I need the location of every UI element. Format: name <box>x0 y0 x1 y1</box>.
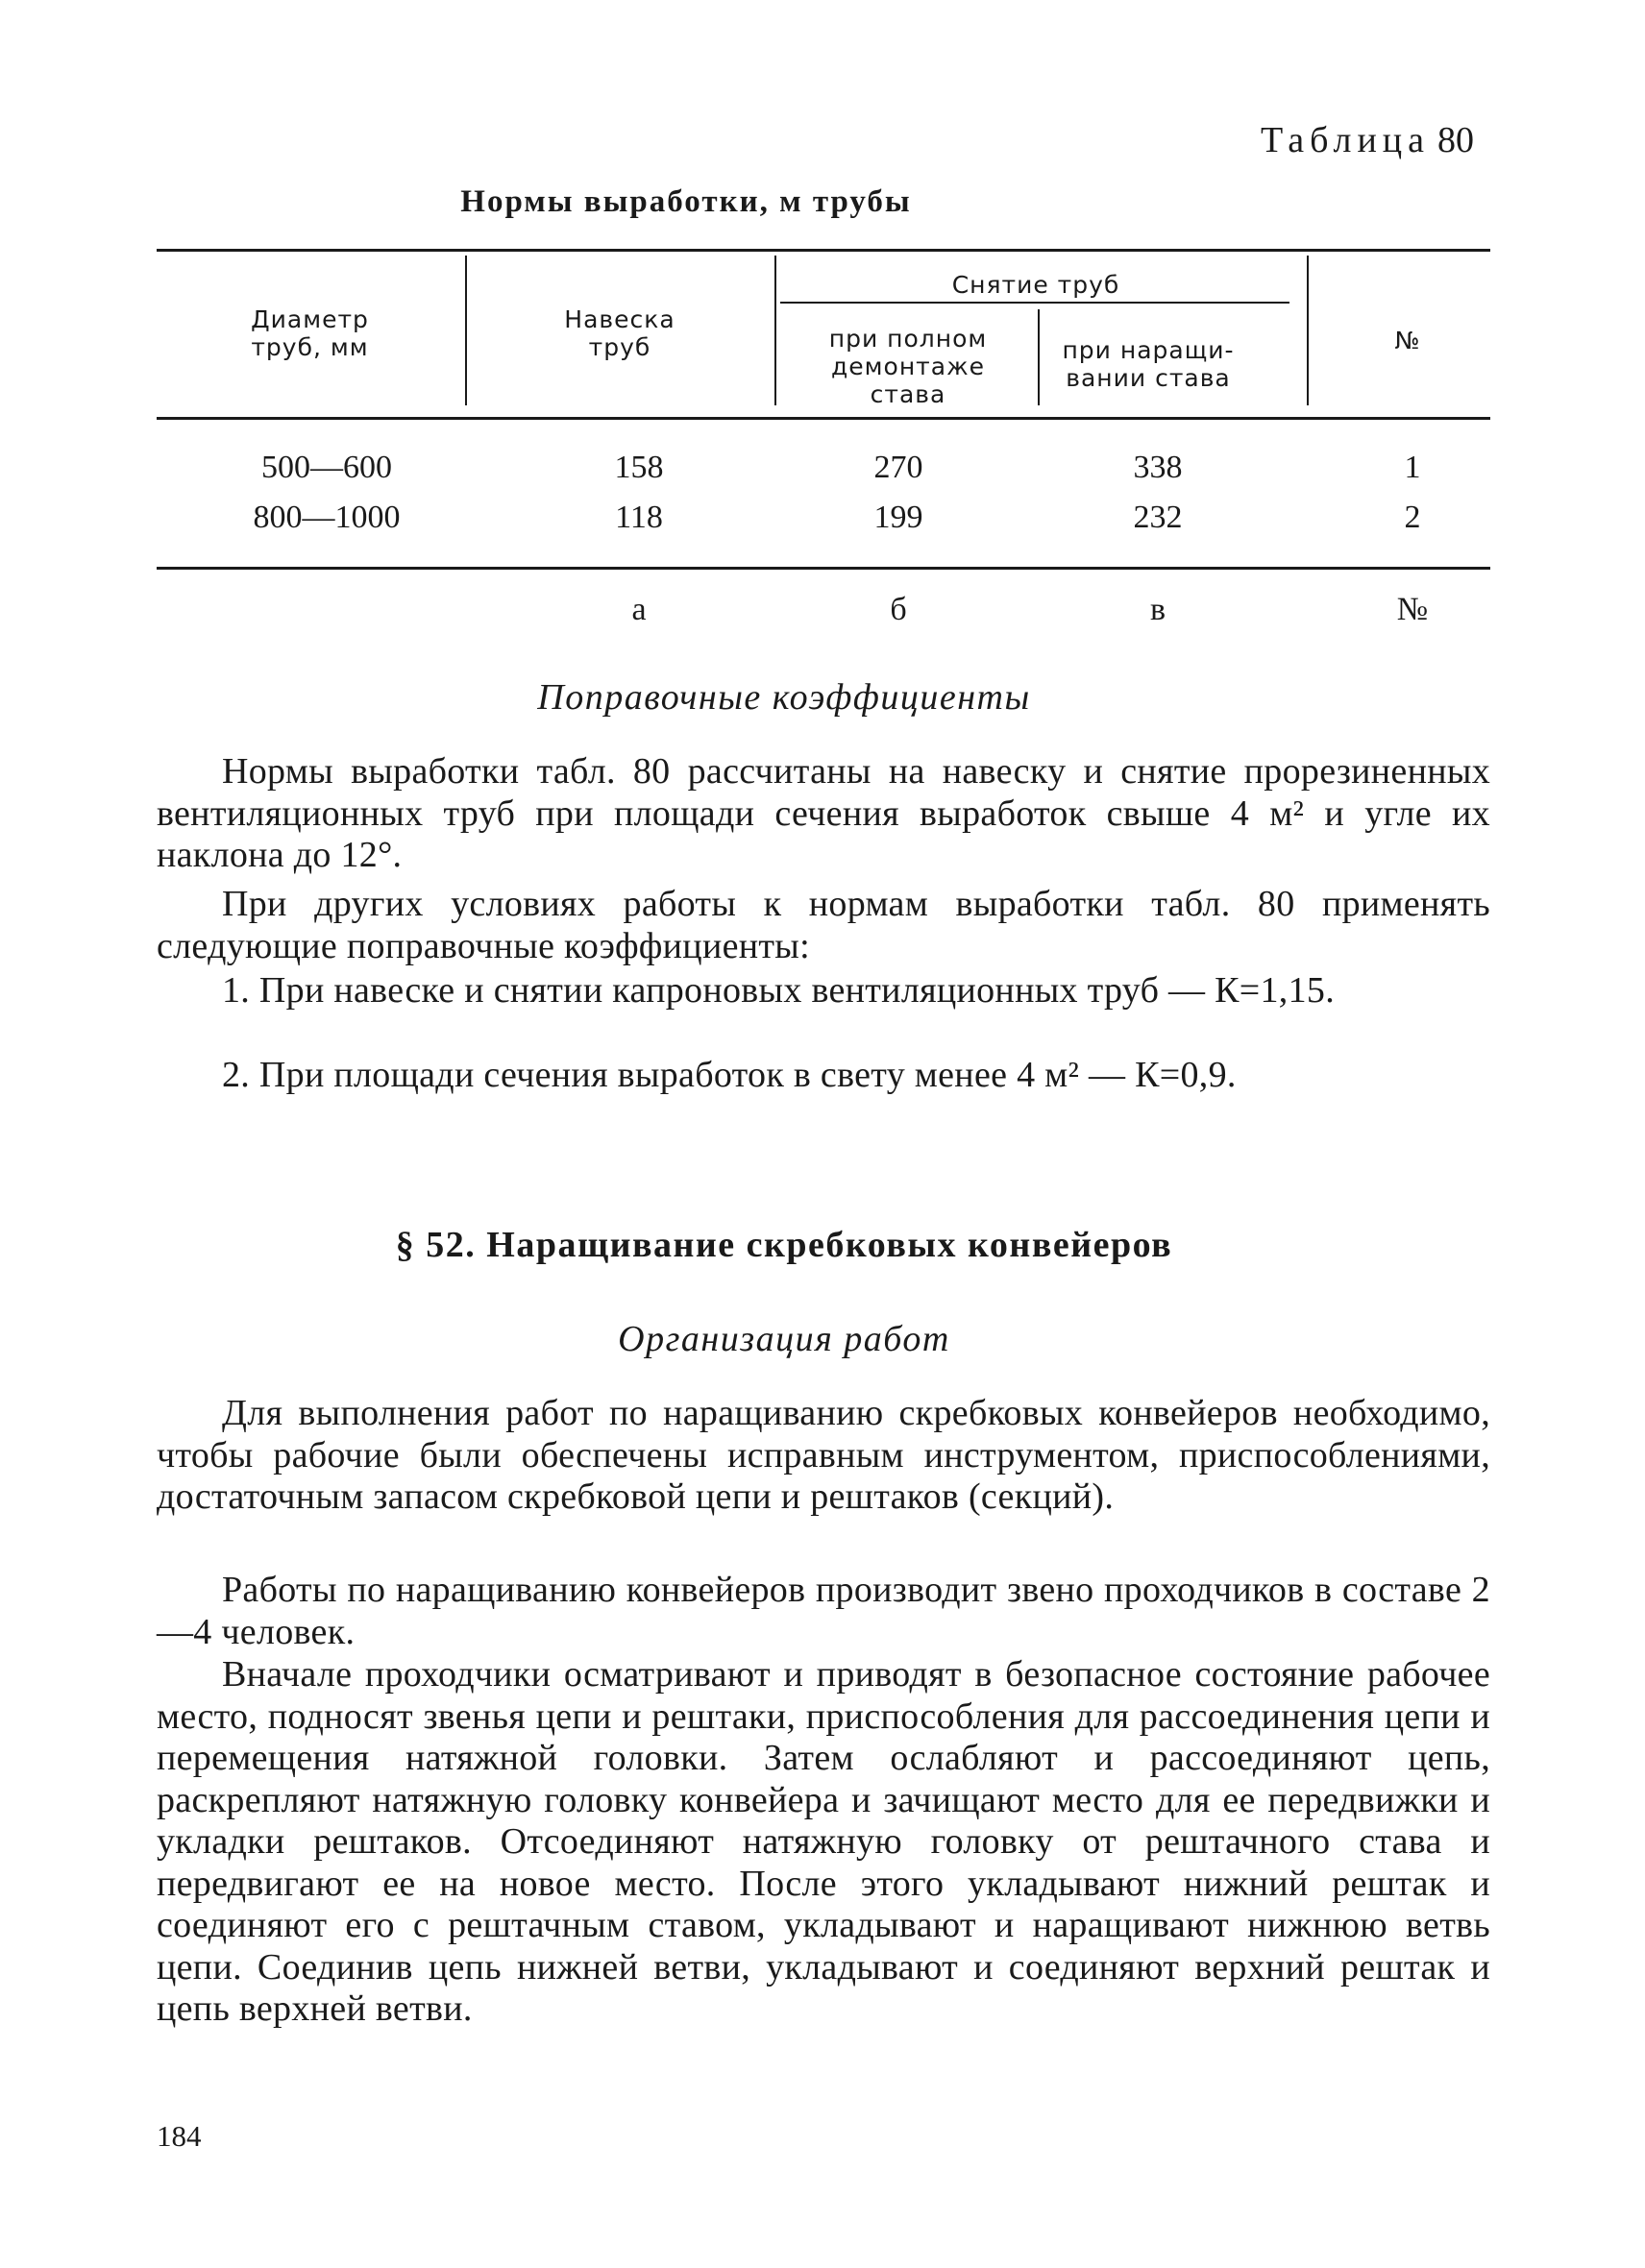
corrections-heading: Поправочные коэффициенты <box>537 677 1031 718</box>
header-diameter: Диаметр труб, мм <box>251 305 369 361</box>
table-label <box>1261 119 1474 161</box>
col-divider-1 <box>465 256 467 405</box>
table-top-rule <box>157 249 1490 252</box>
page-number: 184 <box>157 2119 202 2153</box>
header-number: № <box>1394 327 1421 354</box>
corrections-item-1: 1. При навеске и снятии капроновых вентиляционных труб — К=1,15. <box>222 970 1336 1011</box>
header-bottom-rule <box>157 417 1490 420</box>
row2-hanging: 118 <box>615 500 663 535</box>
col-divider-3 <box>1038 309 1040 405</box>
row2-number: 2 <box>1404 500 1421 535</box>
table-label-number: 80 <box>1437 120 1474 160</box>
corrections-paragraph-1: Нормы выработки табл. 80 рассчитаны на навеску и снятие прорезиненных вентиляционных труб при площади сечения выработок свыше 4 м² и угле их наклона до 12°. <box>157 751 1490 875</box>
row1-removal-extend: 338 <box>1133 450 1183 485</box>
subheader-rule <box>780 302 1289 304</box>
table-bottom-rule <box>157 567 1490 570</box>
header-removal-group: Снятие труб <box>951 271 1120 299</box>
corrections-paragraph-2: При других условиях работы к нормам выработки табл. 80 применять следующие поправочные коэффициенты: <box>157 884 1490 966</box>
header-hanging: Навеска труб <box>564 305 675 361</box>
section-title: § 52. Наращивание скребковых конвейеров <box>395 1225 1173 1265</box>
column-code-v: в <box>1149 592 1166 627</box>
column-code-number: № <box>1396 592 1429 627</box>
row2-diameter: 800—1000 <box>253 500 401 535</box>
column-code-a: а <box>631 592 647 627</box>
row1-removal-full: 270 <box>873 450 923 485</box>
col-divider-4 <box>1307 256 1309 405</box>
row2-removal-full: 199 <box>873 500 923 535</box>
section-paragraph-1: Для выполнения работ по наращиванию скребковых конвейеров необходимо, чтобы рабочие были обеспечены исправным инструментом, приспособлениями, достаточным запасом скребковой цепи и рештаков (секций). <box>157 1393 1490 1517</box>
header-removal-extend: при наращи- вании става <box>1062 336 1235 392</box>
row1-number: 1 <box>1404 450 1421 485</box>
table-label-word: Таблица <box>1260 120 1430 160</box>
column-code-b: б <box>890 592 907 627</box>
row1-diameter: 500—600 <box>261 450 392 485</box>
section-paragraph-3: Вначале проходчики осматривают и приводят в безопасное состояние рабочее место, подносят звенья цепи и рештаки, приспособления для рассоединения цепи и перемещения натяжной головки. Затем ослабляют и рассоединяют цепь, раскрепляют натяжную головку конвейера и зачищают место для ее передвижки и укладки рештаков. Отсоединяют натяжную головку от рештачного става и передвигают ее на новое место. После этого укладывают нижний рештак и соединяют его с рештачным ставом, укладывают и наращивают нижнюю ветвь цепи. Соединив цепь нижней ветви, укладывают и соединяют верхний рештак и цепь верхней ветви. <box>157 1654 1490 2029</box>
section-subheading: Организация работ <box>618 1319 950 1359</box>
section-paragraph-2: Работы по наращиванию конвейеров производит звено проходчиков в составе 2—4 человек. <box>157 1570 1490 1652</box>
header-removal-full: при полном демонтаже става <box>828 325 988 408</box>
corrections-item-2: 2. При площади сечения выработок в свету менее 4 м² — К=0,9. <box>222 1055 1237 1095</box>
table-title: Нормы выработки, м трубы <box>460 184 912 219</box>
row1-hanging: 158 <box>614 450 664 485</box>
row2-removal-extend: 232 <box>1133 500 1183 535</box>
